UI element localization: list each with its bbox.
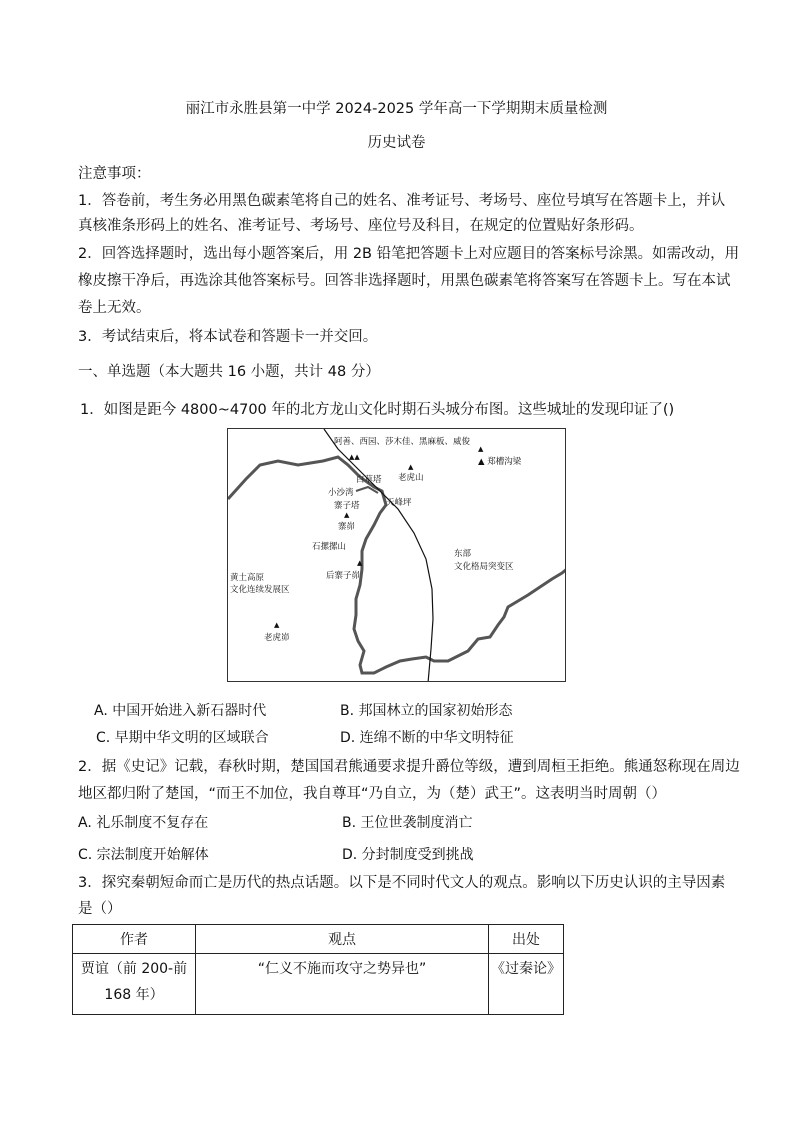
author-line-2: 168 年） [104,987,164,1003]
q2-option-b[interactable]: B. 王位世袭制度消亡 [342,815,473,831]
q3-table [72,924,564,1015]
map-label-top-sites: 阿善、西园、莎木佳、黑麻板、威俊 [334,437,471,447]
site-marker-icon: ▲▲ [349,453,360,461]
q2-stem-line-2: 地区都归附了楚国，“而王不加位，我自尊耳“乃自立，为（楚）武王”。这表明当时周朝（） [78,786,667,802]
map-label-houzhaizimao: 后寨子峁 [326,571,361,581]
table-header-author: 作者 [73,925,196,954]
table-header-row [73,925,564,954]
notice-heading: 注意事项： [78,166,151,182]
longshan-stone-city-map [227,428,566,682]
map-label-zhacaogou: ▲ 郑槽沟梁 [478,457,522,467]
map-label-baicaota: 白草塔 [356,475,382,485]
q1-stem: 1．如图是距今 4800~4700 年的北方龙山文化时期石头城分布图。这些城址的发现印证了() [80,402,675,418]
table-header-source: 出处 [489,925,564,954]
q2-option-d[interactable]: D. 分封制度受到挑战 [342,847,474,863]
site-marker-icon: ▲ [344,511,350,519]
table-header-view: 观点 [196,925,489,954]
q1-option-d[interactable]: D. 连绵不断的中华文明特征 [340,730,514,746]
map-label-shibaibaishan: 石摞摞山 [312,542,347,552]
notice-item-1-line-1: 1．答卷前，考生务必用黑色碳素笔将自己的姓名、准考证号、考场号、座位号填写在答题卡上，并认 [78,193,726,209]
map-label-tianfengping: 天峰坪 [386,498,412,508]
site-marker-icon: ▲ [408,463,414,471]
q2-stem-line-1: 2．据《史记》记载，春秋时期，楚国国君熊通要求提升爵位等级，遭到周桓王拒绝。熊通怒称现在周边 [78,759,740,775]
map-label-east-line-2: 文化格局突变区 [454,562,514,572]
notice-item-2-line-1: 2．回答选择题时，选出每小题答案后，用 2B 铅笔把答题卡上对应题目的答案标号涂黑。如需改动，用 [78,246,740,262]
site-marker-icon: ▲ [274,621,280,629]
map-label-east-line-1: 东部 [454,549,472,559]
exam-subtitle: 历史试卷 [367,135,426,151]
map-label-loess-line-2: 文化连续发展区 [230,585,290,595]
table-row [73,954,564,1015]
site-marker-icon: ▲ [357,559,363,567]
notice-item-1-line-2: 真核准条形码上的姓名、准考证号、考场号、座位号及科目，在规定的位置贴好条形码。 [78,218,644,234]
section-1-heading: 一、单选题（本大题共 16 小题，共计 48 分） [78,364,380,380]
q1-option-c[interactable]: C. 早期中华文明的区域联合 [96,730,269,746]
map-label-xiaoshawan: 小沙湾 [328,488,354,498]
map-label-zhaimao: 寨峁 [338,522,356,532]
table-cell-source: 《过秦论》 [489,954,564,1015]
author-line-1: 贾谊（前 200-前 [80,961,188,977]
q2-option-c[interactable]: C. 宗法制度开始解体 [78,847,209,863]
q1-option-a[interactable]: A. 中国开始进入新石器时代 [94,703,267,719]
exam-title: 丽江市永胜县第一中学 2024-2025 学年高一下学期期末质量检测 [185,101,608,117]
q3-stem-line-1: 3．探究秦朝短命而亡是历代的热点话题。以下是不同时代文人的观点。影响以下历史认识的主导因素 [78,875,726,891]
table-cell-view: “仁义不施而攻守之势异也” [196,954,489,1015]
map-label-laohumao: 老虎峁 [264,633,290,643]
q2-option-a[interactable]: A. 礼乐制度不复存在 [78,815,209,831]
site-marker-icon: ▲ [478,445,484,453]
table-cell-author [73,954,196,1015]
notice-item-3: 3．考试结束后，将本试卷和答题卡一并交回。 [78,329,378,345]
notice-item-2-line-3: 卷上无效。 [78,300,151,316]
notice-item-2-line-2: 橡皮擦干净后，再选涂其他答案标号。回答非选择题时，用黑色碳素笔将答案写在答题卡上。写在本试 [78,273,731,289]
map-label-laohushan: 老虎山 [398,473,424,483]
q3-stem-line-2: 是（） [78,901,122,917]
q1-option-b[interactable]: B. 邦国林立的国家初始形态 [340,703,513,719]
map-label-loess-line-1: 黄土高原 [230,573,265,583]
map-label-zhaizita: 寨子塔 [334,501,360,511]
